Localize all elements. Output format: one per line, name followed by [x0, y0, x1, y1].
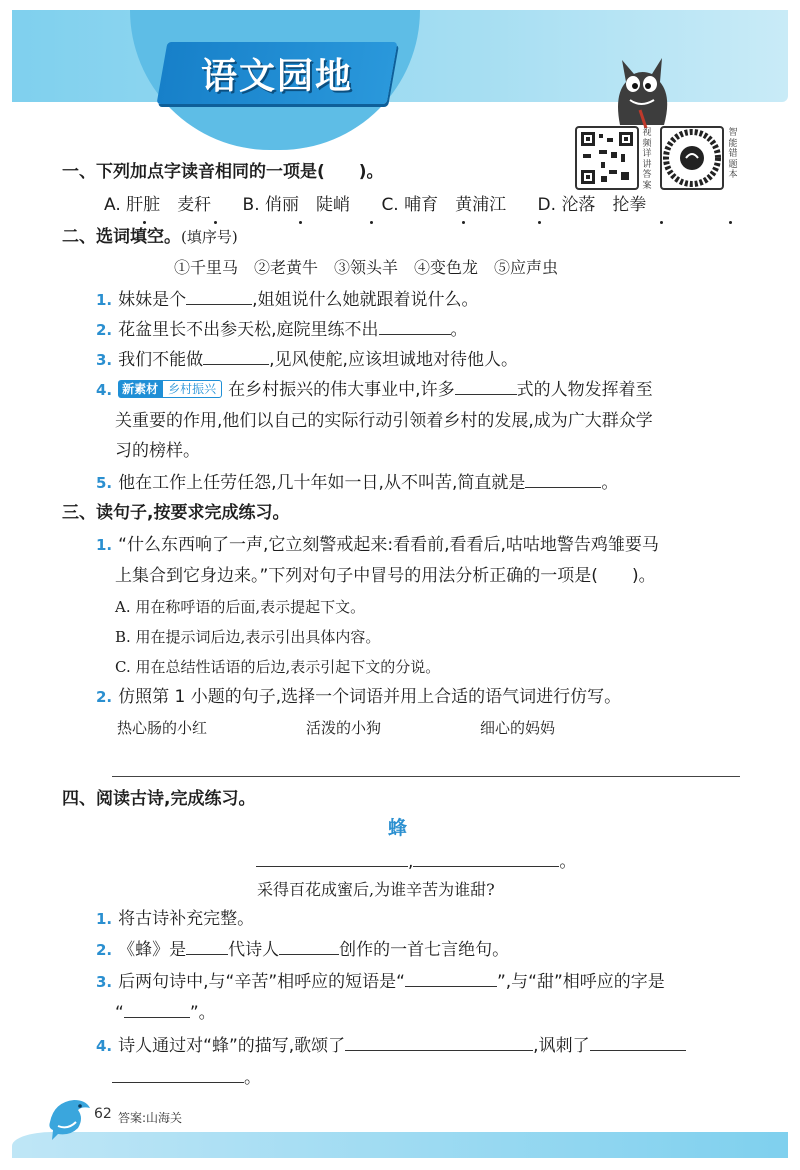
- s2-item-1: 1. 妹妹是个 ,姐姐说什么她就跟着说什么。: [96, 290, 479, 310]
- s4-q1: 1. 将古诗补充完整。: [96, 909, 255, 929]
- poem-line-2: 采得百花成蜜后,为谁辛苦为谁甜?: [257, 880, 495, 899]
- page-title: 语文园地: [200, 55, 353, 97]
- answer-blank[interactable]: [279, 938, 339, 955]
- s3-q1-option-c[interactable]: C. 用在总结性话语的后边,表示引起下文的分说。: [115, 658, 441, 676]
- option-a[interactable]: A. 肝脏 麦秆: [104, 195, 212, 215]
- s3-q1-option-a[interactable]: A. 用在称呼语的后面,表示提起下文。: [115, 598, 366, 616]
- s3-q2: 2. 仿照第 1 小题的句子,选择一个词语并用上合适的语气词进行仿写。: [96, 687, 622, 707]
- s3-q1-line-2: 上集合到它身边来。”下列对句子中冒号的用法分析正确的一项是( )。: [115, 566, 656, 586]
- word-choices: ①千里马 ②老黄牛 ③领头羊 ④变色龙 ⑤应声虫: [174, 258, 559, 277]
- answer-blank[interactable]: [256, 850, 408, 867]
- s4-q2: 2. 《蜂》是 代诗人 创作的一首七言绝句。: [96, 940, 510, 960]
- qr-code-wrong-book-icon[interactable]: [660, 126, 724, 190]
- word-option-1: 热心肠的小红: [117, 719, 208, 737]
- answer-blank[interactable]: [525, 471, 601, 488]
- answer-blank[interactable]: [186, 938, 228, 955]
- answer-blank[interactable]: [124, 1001, 190, 1018]
- s2-item-2: 2. 花盆里长不出参天松,庭院里练不出 。: [96, 320, 468, 340]
- qr-code-video-icon[interactable]: [575, 126, 639, 190]
- s2-item-3: 3. 我们不能做 ,见风使舵,应该坦诚地对待他人。: [96, 350, 518, 370]
- answer-blank[interactable]: [203, 348, 269, 365]
- writing-line[interactable]: [112, 776, 740, 777]
- option-c[interactable]: C. 哺育 黄浦江: [381, 195, 507, 215]
- answer-blank[interactable]: [413, 850, 559, 867]
- section-2-heading: 二、选词填空。(填序号): [62, 227, 238, 247]
- word-option-2: 活泼的小狗: [306, 719, 382, 737]
- option-b[interactable]: B. 俏丽 陡峭: [242, 195, 351, 215]
- section-2-note: (填序号): [181, 228, 238, 246]
- s2-item-4-line-2: 关重要的作用,他们以自己的实际行动引领着乡村的发展,成为广大群众学: [115, 411, 653, 431]
- section-3-heading: 三、读句子,按要求完成练习。: [62, 503, 290, 523]
- s4-q3-line-2: “ ”。: [115, 1003, 216, 1023]
- s2-item-4-line-1: 4. 新素材 乡村振兴 在乡村振兴的伟大事业中,许多 式的人物发挥着至: [96, 380, 653, 400]
- footer-band: [12, 1132, 788, 1158]
- cat-mascot-icon: [600, 40, 680, 130]
- answer-blank[interactable]: [379, 318, 451, 335]
- poem-line-1-blank: , 。: [256, 850, 576, 873]
- section-1-heading: 一、下列加点字读音相同的一项是( )。: [62, 162, 384, 182]
- previous-answer: 答案:山海关: [118, 1111, 183, 1125]
- s2-item-4-line-3: 习的榜样。: [115, 441, 200, 461]
- s4-q4-line-1: 4. 诗人通过对“蜂”的描写,歌颂了 ,讽刺了: [96, 1034, 686, 1057]
- answer-blank[interactable]: [405, 970, 497, 987]
- poem-title: 蜂: [388, 817, 408, 839]
- option-d[interactable]: D. 沦落 抡拳: [537, 195, 647, 215]
- qr-label-video: 视频详讲答案: [642, 128, 652, 191]
- topic-tag: 乡村振兴: [162, 380, 222, 398]
- answer-blank[interactable]: [455, 378, 517, 395]
- answer-blank[interactable]: [112, 1066, 244, 1083]
- new-material-tag: 新素材: [118, 380, 162, 398]
- s4-q4-line-2: 。: [112, 1066, 261, 1089]
- section-1-options: [104, 194, 672, 216]
- answer-blank[interactable]: [590, 1034, 686, 1051]
- s3-q1-option-b[interactable]: B. 用在提示词后边,表示引出具体内容。: [115, 628, 381, 646]
- answer-blank[interactable]: [345, 1034, 533, 1051]
- section-4-heading: 四、阅读古诗,完成练习。: [62, 789, 256, 809]
- dolphin-icon: [44, 1092, 94, 1142]
- word-option-3: 细心的妈妈: [480, 719, 556, 737]
- s4-q3-line-1: 3. 后两句诗中,与“辛苦”相呼应的短语是“ ”,与“甜”相呼应的字是: [96, 972, 665, 992]
- qr-label-wrong-book: 智能错题本: [728, 128, 738, 180]
- s3-q1-line-1: 1. “什么东西响了一声,它立刻警戒起来:看看前,看看后,咕咕地警告鸡雏要马: [96, 535, 659, 555]
- page-number: 62: [94, 1106, 112, 1122]
- s2-item-5: 5. 他在工作上任劳任怨,几十年如一日,从不叫苦,简直就是 。: [96, 473, 619, 493]
- answer-blank[interactable]: [186, 288, 252, 305]
